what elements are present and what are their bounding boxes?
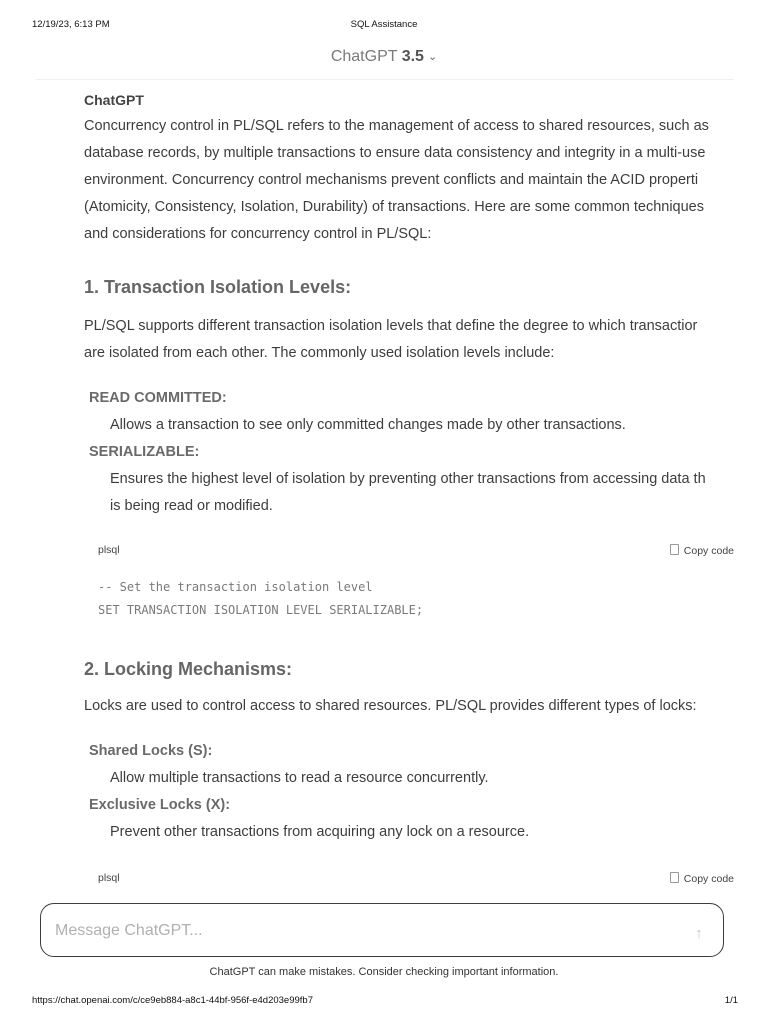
sub-bullet-item: • Allow multiple transactions to read a resource concurrently.: [110, 765, 734, 792]
code-language: plsql: [98, 872, 120, 884]
copy-code-button[interactable]: [670, 544, 734, 557]
code-block: [98, 868, 734, 888]
section-paragraph: are isolated from each other. The commonly used isolation levels include:: [84, 345, 555, 361]
clipboard-icon: [670, 544, 679, 555]
code-content: [98, 576, 734, 622]
code-block-header: [98, 540, 734, 560]
print-url: https://chat.openai.com/c/ce9eb884-a8c1-44bf-956f-e4d203e99fb7: [32, 995, 313, 1006]
message-input[interactable]: [53, 916, 657, 946]
code-block: [98, 540, 734, 622]
print-page-number: 1/1: [724, 995, 738, 1006]
section-paragraph: PL/SQL supports different transaction isolation levels that define the degree to which transactior: [84, 318, 698, 334]
message-composer: [40, 903, 724, 957]
model-selector[interactable]: [0, 48, 768, 66]
copy-code-button[interactable]: [670, 872, 734, 885]
bullet-item: • SERIALIZABLE:: [89, 439, 734, 466]
code-line: SET TRANSACTION ISOLATION LEVEL SERIALIZABLE;: [98, 603, 424, 617]
model-name: ChatGPT: [330, 48, 398, 65]
code-language: plsql: [98, 544, 120, 556]
sub-bullet-item: • Allows a transaction to see only committed changes made by other transactions.: [110, 412, 734, 439]
section-heading: 2. Locking Mechanisms:: [84, 659, 293, 679]
bullet-item: • Exclusive Locks (X):: [89, 792, 734, 819]
message-paragraph: (Atomicity, Consistency, Isolation, Durability) of transactions. Here are some common techniques: [84, 199, 704, 215]
bullet-item: • Shared Locks (S):: [89, 738, 734, 765]
sub-bullet-item-continued: • is being read or modified.: [110, 493, 734, 520]
arrow-up-icon[interactable]: ↑: [695, 925, 703, 942]
copy-code-label: Copy code: [683, 873, 734, 885]
clipboard-icon: [670, 872, 679, 883]
sub-bullet-item: • Ensures the highest level of isolation by preventing other transactions from accessing data th: [110, 466, 734, 493]
model-version: 3.5: [401, 48, 424, 65]
section-heading: 1. Transaction Isolation Levels:: [84, 277, 352, 297]
disclaimer: ChatGPT can make mistakes. Consider checking important information.: [209, 966, 559, 978]
print-page-title: SQL Assistance: [350, 19, 418, 30]
code-line: -- Set the transaction isolation level: [98, 580, 373, 594]
message-paragraph: environment. Concurrency control mechanisms prevent conflicts and maintain the ACID properti: [84, 172, 699, 188]
copy-code-label: Copy code: [683, 545, 734, 557]
sub-bullet-item: • Prevent other transactions from acquiring any lock on a resource.: [110, 819, 734, 846]
assistant-message: [84, 90, 734, 888]
code-block-header: [98, 868, 734, 888]
message-paragraph: Concurrency control in PL/SQL refers to the management of access to shared resources, such as: [84, 118, 709, 134]
section-paragraph: Locks are used to control access to shared resources. PL/SQL provides different types of locks:: [84, 698, 697, 714]
chevron-down-icon: ⌄: [427, 51, 438, 63]
message-paragraph: database records, by multiple transactions to ensure data consistency and integrity in a multi-use: [84, 145, 706, 161]
message-paragraph: and considerations for concurrency control in PL/SQL:: [84, 226, 432, 242]
header-divider: [36, 79, 734, 80]
bullet-item: • READ COMMITTED:: [89, 385, 734, 412]
print-datetime: 12/19/23, 6:13 PM: [32, 19, 110, 30]
message-speaker: ChatGPT: [84, 92, 144, 108]
print-header: [0, 19, 768, 33]
